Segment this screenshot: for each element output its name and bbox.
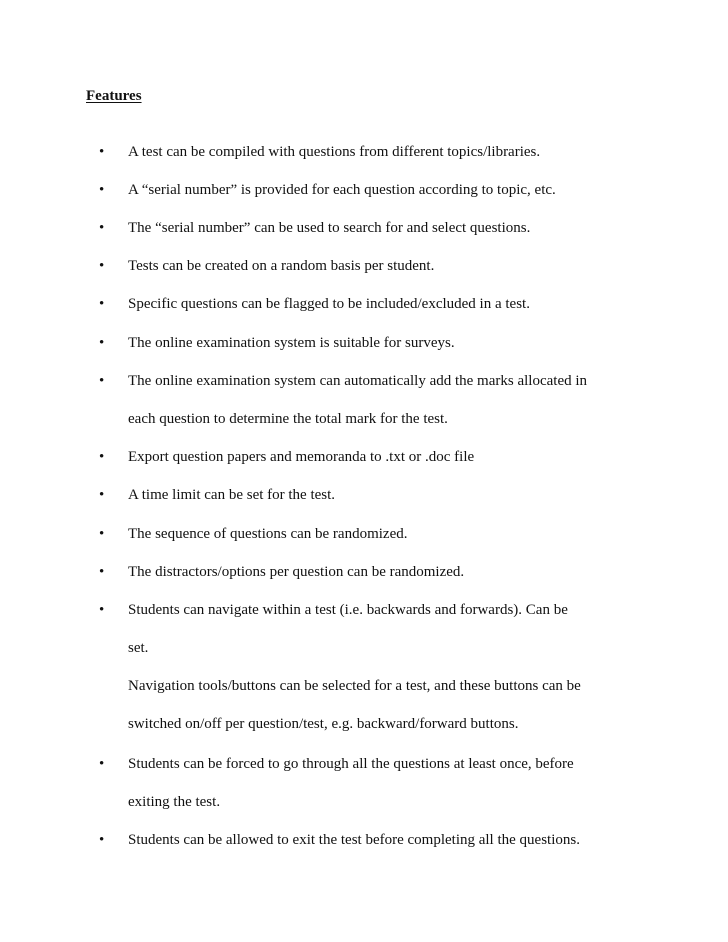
- bullet-icon: •: [99, 182, 105, 198]
- bullet-icon: •: [99, 335, 105, 351]
- list-item-line: set.: [128, 640, 149, 656]
- bullet-icon: •: [99, 602, 105, 618]
- list-item-line: A test can be compiled with questions from different topics/libraries.: [128, 144, 541, 160]
- list-item-line: The “serial number” can be used to search for and select questions.: [128, 220, 531, 236]
- list-item-line: Tests can be created on a random basis per student.: [128, 258, 435, 274]
- list-item-line: each question to determine the total mark for the test.: [128, 411, 448, 427]
- section-heading: Features: [86, 88, 142, 104]
- list-item-line: The distractors/options per question can be randomized.: [128, 564, 465, 580]
- list-item-line: A time limit can be set for the test.: [128, 487, 336, 503]
- bullet-icon: •: [99, 526, 105, 542]
- bullet-icon: •: [99, 373, 105, 389]
- list-item-line: Students can be forced to go through all the questions at least once, before: [128, 756, 574, 772]
- list-item-line: The sequence of questions can be randomized.: [128, 526, 408, 542]
- bullet-icon: •: [99, 220, 105, 236]
- list-item-line: The online examination system can automatically add the marks allocated in: [128, 373, 588, 389]
- bullet-icon: •: [99, 832, 105, 848]
- bullet-icon: •: [99, 144, 105, 160]
- bullet-icon: •: [99, 296, 105, 312]
- bullet-icon: •: [99, 258, 105, 274]
- list-item-line: Specific questions can be flagged to be included/excluded in a test.: [128, 296, 530, 312]
- bullet-icon: •: [99, 487, 105, 503]
- list-item-line: Students can be allowed to exit the test before completing all the questions.: [128, 832, 580, 848]
- list-item-line: A “serial number” is provided for each question according to topic, etc.: [128, 182, 556, 198]
- list-item-line: switched on/off per question/test, e.g. backward/forward buttons.: [128, 716, 519, 732]
- bullet-icon: •: [99, 449, 105, 465]
- list-item-line: Students can navigate within a test (i.e. backwards and forwards). Can be: [128, 602, 568, 618]
- bullet-icon: •: [99, 756, 105, 772]
- bullet-icon: •: [99, 564, 105, 580]
- list-item-line: exiting the test.: [128, 794, 221, 810]
- list-item-line: Navigation tools/buttons can be selected for a test, and these buttons can be: [128, 678, 581, 694]
- list-item-line: Export question papers and memoranda to .txt or .doc file: [128, 449, 475, 465]
- list-item-line: The online examination system is suitable for surveys.: [128, 335, 455, 351]
